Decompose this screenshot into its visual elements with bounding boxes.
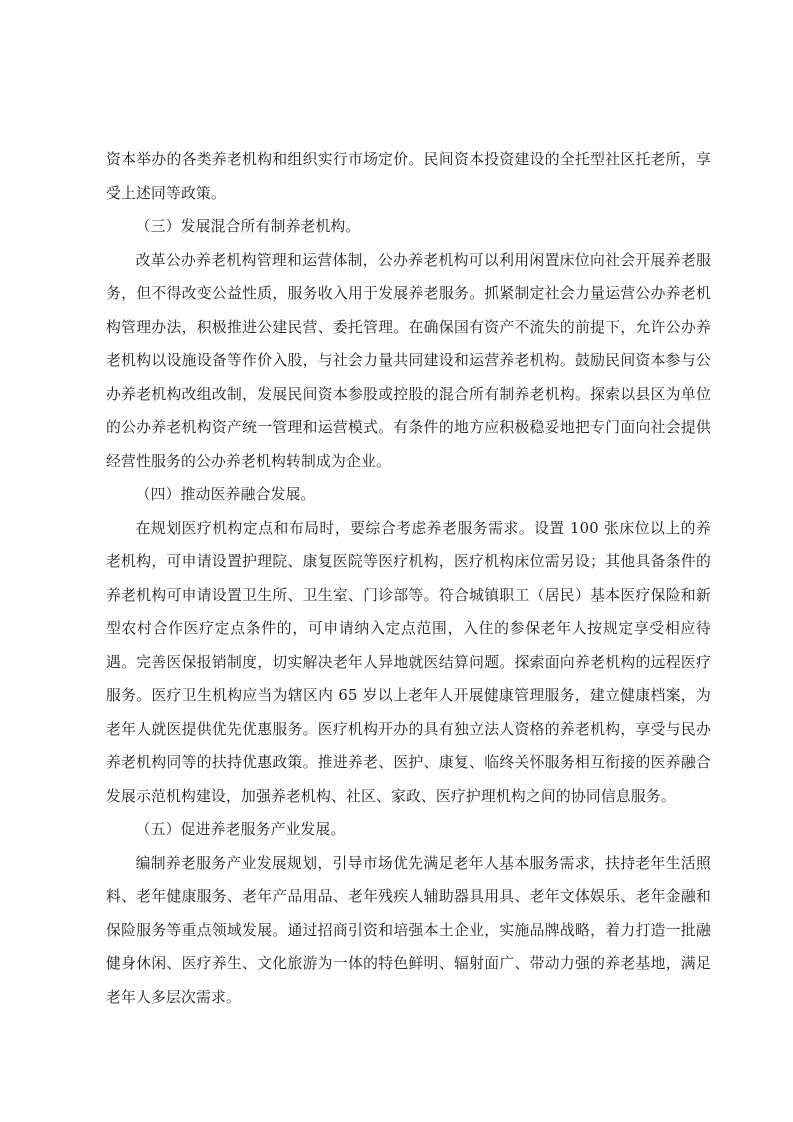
paragraph-continuation: 资本举办的各类养老机构和组织实行市场定价。民间资本投资建设的全托型社区托老所，享受上述同等政策。 bbox=[106, 151, 711, 202]
document-body bbox=[106, 143, 711, 1014]
section-heading-4: （四）推动医养融合发展。 bbox=[135, 486, 316, 503]
paragraph-body: 改革公办养老机构管理和运营体制，公办养老机构可以利用闲置床位向社会开展养老服务，但不得改变公益性质，服务收入用于发展养老服务。抓紧制定社会力量运营公办养老机构管理办法，积极推进公建民营、委托管理。在确保国有资产不流失的前提下，允许公办养老机构以设施设备等作价入股，与社会力量共同建设和运营养老机构。鼓励民间资本参与公办养老机构改组改制，发展民间资本参股或控股的混合所有制养老机构。探索以县区为单位的公办养老机构资产统一管理和运营模式。有条件的地方应积极稳妥地把专门面向社会提供经营性服务的公办养老机构转制成为企业。 bbox=[106, 251, 711, 470]
paragraph-body: 在规划医疗机构定点和布局时，要综合考虑养老服务需求。设置 100 张床位以上的养老机构，可申请设置护理院、康复医院等医疗机构，医疗机构床位需另设；其他具备条件的养老机构可申请设置卫生所、卫生室、门诊部等。符合城镇职工（居民）基本医疗保险和新型农村合作医疗定点条件的，可申请纳入定点范围，入住的参保老年人按规定享受相应待遇。完善医保报销制度，切实解决老年人异地就医结算问题。探索面向养老机构的远程医疗服务。医疗卫生机构应当为辖区内 65 岁以上老年人开展健康管理服务，建立健康档案，为老年人就医提供优先优惠服务。医疗机构开办的具有独立法人资格的养老机构，享受与民办养老机构同等的扶持优惠政策。推进养老、医护、康复、临终关怀服务相互衔接的医养融合发展示范机构建设，加强养老机构、社区、家政、医疗护理机构之间的协同信息服务。 bbox=[106, 519, 711, 805]
paragraph-body: 编制养老服务产业发展规划，引导市场优先满足老年人基本服务需求，扶持老年生活照料、老年健康服务、老年产品用品、老年残疾人辅助器具用具、老年文体娱乐、老年金融和保险服务等重点领域发展。通过招商引资和培强本土企业，实施品牌战略，着力打造一批融健身休闲、医疗养生、文化旅游为一体的特色鲜明、辐射面广、带动力强的养老基地，满足老年人多层次需求。 bbox=[106, 854, 711, 1006]
section-heading-5: （五）促进养老服务产业发展。 bbox=[135, 821, 346, 838]
section-heading-3: （三）发展混合所有制养老机构。 bbox=[135, 218, 361, 235]
